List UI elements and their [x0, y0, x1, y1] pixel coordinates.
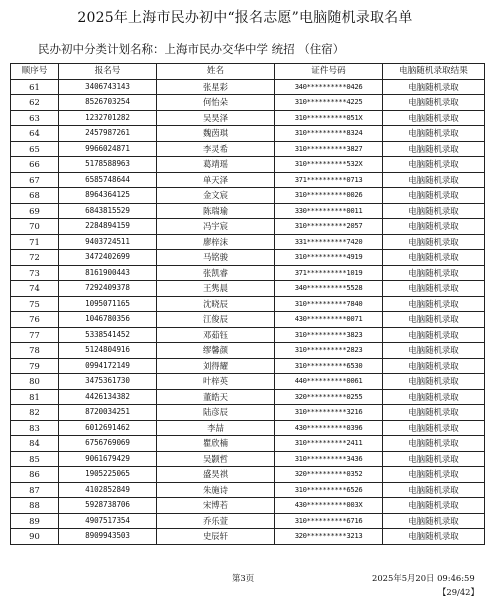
- cell-name: 葛靖瑶: [157, 157, 275, 173]
- table-row: [11, 529, 485, 545]
- cell-id-number: 340**********0426: [275, 79, 383, 95]
- table-row: [11, 188, 485, 204]
- cell-name: 马铭骏: [157, 250, 275, 266]
- table-row: [11, 126, 485, 142]
- cell-result: 电脑随机录取: [383, 467, 485, 483]
- cell-name: 邓茹钰: [157, 327, 275, 343]
- cell-id-number: 371**********0713: [275, 172, 383, 188]
- cell-registration-no: 4426134382: [59, 389, 157, 405]
- cell-sequence-no: 67: [11, 172, 59, 188]
- cell-result: 电脑随机录取: [383, 451, 485, 467]
- cell-id-number: 310**********2057: [275, 219, 383, 235]
- cell-name: 刘得耀: [157, 358, 275, 374]
- print-timestamp: 2025年5月20日 09:46:59: [372, 573, 475, 583]
- cell-id-number: 310**********3436: [275, 451, 383, 467]
- cell-result: 电脑随机录取: [383, 389, 485, 405]
- admission-table: [10, 63, 485, 545]
- cell-sequence-no: 83: [11, 420, 59, 436]
- cell-id-number: 310**********3827: [275, 141, 383, 157]
- cell-name: 宋博若: [157, 498, 275, 514]
- cell-id-number: 310**********4225: [275, 95, 383, 111]
- cell-id-number: 310**********7840: [275, 296, 383, 312]
- cell-sequence-no: 72: [11, 250, 59, 266]
- cell-result: 电脑随机录取: [383, 250, 485, 266]
- cell-id-number: 310**********2411: [275, 436, 383, 452]
- cell-sequence-no: 61: [11, 79, 59, 95]
- cell-result: 电脑随机录取: [383, 343, 485, 359]
- table-row: [11, 265, 485, 281]
- cell-registration-no: 9403724511: [59, 234, 157, 250]
- table-row: [11, 451, 485, 467]
- cell-name: 魏茵琪: [157, 126, 275, 142]
- cell-name: 叶梓英: [157, 374, 275, 390]
- header-result: 电脑随机录取结果: [383, 64, 485, 80]
- cell-id-number: 310**********3823: [275, 327, 383, 343]
- cell-result: 电脑随机录取: [383, 172, 485, 188]
- cell-name: 朱施诗: [157, 482, 275, 498]
- cell-id-number: 430**********0071: [275, 312, 383, 328]
- cell-sequence-no: 88: [11, 498, 59, 514]
- cell-id-number: 310**********6526: [275, 482, 383, 498]
- cell-registration-no: 5928738706: [59, 498, 157, 514]
- table-header-row: [11, 64, 485, 80]
- cell-result: 电脑随机录取: [383, 188, 485, 204]
- cell-result: 电脑随机录取: [383, 110, 485, 126]
- cell-registration-no: 9966024871: [59, 141, 157, 157]
- cell-registration-no: 8720034251: [59, 405, 157, 421]
- cell-id-number: 310**********3216: [275, 405, 383, 421]
- table-row: [11, 110, 485, 126]
- cell-registration-no: 8161900443: [59, 265, 157, 281]
- cell-sequence-no: 87: [11, 482, 59, 498]
- table-row: [11, 327, 485, 343]
- cell-id-number: 331**********7420: [275, 234, 383, 250]
- cell-registration-no: 9061679429: [59, 451, 157, 467]
- table-row: [11, 141, 485, 157]
- header-sequence-no: 顺序号: [11, 64, 59, 80]
- cell-registration-no: 7292409378: [59, 281, 157, 297]
- cell-name: 董皓天: [157, 389, 275, 405]
- cell-sequence-no: 69: [11, 203, 59, 219]
- table-row: [11, 172, 485, 188]
- table-row: [11, 467, 485, 483]
- cell-result: 电脑随机录取: [383, 126, 485, 142]
- page-counter: 【29/42】: [438, 587, 479, 597]
- cell-id-number: 320**********0352: [275, 467, 383, 483]
- cell-registration-no: 2457987261: [59, 126, 157, 142]
- cell-result: 电脑随机录取: [383, 312, 485, 328]
- table-body: [11, 79, 485, 544]
- cell-sequence-no: 71: [11, 234, 59, 250]
- cell-registration-no: 5124804916: [59, 343, 157, 359]
- cell-registration-no: 4907517354: [59, 513, 157, 529]
- cell-name: 吴颢哲: [157, 451, 275, 467]
- cell-result: 电脑随机录取: [383, 141, 485, 157]
- cell-sequence-no: 81: [11, 389, 59, 405]
- cell-result: 电脑随机录取: [383, 498, 485, 514]
- cell-registration-no: 2284894159: [59, 219, 157, 235]
- cell-name: 王隽晨: [157, 281, 275, 297]
- cell-registration-no: 5338541452: [59, 327, 157, 343]
- cell-name: 江俊辰: [157, 312, 275, 328]
- cell-sequence-no: 79: [11, 358, 59, 374]
- cell-result: 电脑随机录取: [383, 296, 485, 312]
- table-row: [11, 374, 485, 390]
- cell-sequence-no: 66: [11, 157, 59, 173]
- table-row: [11, 343, 485, 359]
- cell-sequence-no: 90: [11, 529, 59, 545]
- cell-registration-no: 6756769069: [59, 436, 157, 452]
- cell-name: 乔乐萱: [157, 513, 275, 529]
- cell-registration-no: 1095071165: [59, 296, 157, 312]
- cell-sequence-no: 68: [11, 188, 59, 204]
- cell-name: 金文宸: [157, 188, 275, 204]
- cell-name: 缪馨颜: [157, 343, 275, 359]
- cell-result: 电脑随机录取: [383, 436, 485, 452]
- cell-sequence-no: 64: [11, 126, 59, 142]
- cell-registration-no: 6843815529: [59, 203, 157, 219]
- cell-result: 电脑随机录取: [383, 203, 485, 219]
- cell-sequence-no: 84: [11, 436, 59, 452]
- table-row: [11, 405, 485, 421]
- cell-sequence-no: 62: [11, 95, 59, 111]
- cell-id-number: 340**********5528: [275, 281, 383, 297]
- cell-registration-no: 6012691462: [59, 420, 157, 436]
- cell-id-number: 310**********051X: [275, 110, 383, 126]
- table-row: [11, 281, 485, 297]
- cell-registration-no: 0994172149: [59, 358, 157, 374]
- cell-name: 吴昊泽: [157, 110, 275, 126]
- table-row: [11, 79, 485, 95]
- cell-id-number: 371**********1019: [275, 265, 383, 281]
- table-row: [11, 157, 485, 173]
- cell-name: 陈瑞瑜: [157, 203, 275, 219]
- cell-id-number: 320**********3213: [275, 529, 383, 545]
- cell-id-number: 310**********4919: [275, 250, 383, 266]
- cell-name: 李喆: [157, 420, 275, 436]
- cell-sequence-no: 75: [11, 296, 59, 312]
- cell-id-number: 310**********8324: [275, 126, 383, 142]
- cell-sequence-no: 86: [11, 467, 59, 483]
- cell-registration-no: 1232701282: [59, 110, 157, 126]
- cell-name: 陆彦辰: [157, 405, 275, 421]
- cell-name: 冯宇宸: [157, 219, 275, 235]
- cell-name: 史辰轩: [157, 529, 275, 545]
- cell-result: 电脑随机录取: [383, 420, 485, 436]
- cell-name: 何怡朵: [157, 95, 275, 111]
- cell-registration-no: 1046780356: [59, 312, 157, 328]
- table-row: [11, 436, 485, 452]
- cell-result: 电脑随机录取: [383, 327, 485, 343]
- cell-sequence-no: 85: [11, 451, 59, 467]
- table-row: [11, 250, 485, 266]
- cell-registration-no: 1905225065: [59, 467, 157, 483]
- cell-registration-no: 4102852849: [59, 482, 157, 498]
- cell-registration-no: 3472402699: [59, 250, 157, 266]
- table-row: [11, 420, 485, 436]
- cell-sequence-no: 70: [11, 219, 59, 235]
- cell-result: 电脑随机录取: [383, 482, 485, 498]
- cell-name: 盛昊祺: [157, 467, 275, 483]
- cell-registration-no: 8526703254: [59, 95, 157, 111]
- table-row: [11, 358, 485, 374]
- cell-name: 李灵希: [157, 141, 275, 157]
- cell-sequence-no: 63: [11, 110, 59, 126]
- cell-result: 电脑随机录取: [383, 374, 485, 390]
- cell-sequence-no: 77: [11, 327, 59, 343]
- table-row: [11, 389, 485, 405]
- table-row: [11, 312, 485, 328]
- cell-result: 电脑随机录取: [383, 529, 485, 545]
- cell-sequence-no: 73: [11, 265, 59, 281]
- cell-registration-no: 5178588963: [59, 157, 157, 173]
- table-row: [11, 482, 485, 498]
- header-name: 姓名: [157, 64, 275, 80]
- cell-result: 电脑随机录取: [383, 79, 485, 95]
- cell-id-number: 310**********2823: [275, 343, 383, 359]
- cell-registration-no: 8964364125: [59, 188, 157, 204]
- table-row: [11, 203, 485, 219]
- cell-id-number: 310**********0026: [275, 188, 383, 204]
- cell-id-number: 440**********0061: [275, 374, 383, 390]
- cell-sequence-no: 80: [11, 374, 59, 390]
- cell-id-number: 310**********6716: [275, 513, 383, 529]
- cell-id-number: 430**********0396: [275, 420, 383, 436]
- header-registration-no: 报名号: [59, 64, 157, 80]
- cell-sequence-no: 76: [11, 312, 59, 328]
- cell-name: 沈晓辰: [157, 296, 275, 312]
- cell-result: 电脑随机录取: [383, 513, 485, 529]
- cell-id-number: 430**********003X: [275, 498, 383, 514]
- table-row: [11, 296, 485, 312]
- table-row: [11, 513, 485, 529]
- cell-id-number: 320**********0255: [275, 389, 383, 405]
- page-number: 第3页: [232, 573, 255, 583]
- cell-result: 电脑随机录取: [383, 405, 485, 421]
- cell-name: 张凯睿: [157, 265, 275, 281]
- cell-id-number: 310**********6530: [275, 358, 383, 374]
- header-id-number: 证件号码: [275, 64, 383, 80]
- cell-result: 电脑随机录取: [383, 281, 485, 297]
- cell-sequence-no: 82: [11, 405, 59, 421]
- cell-result: 电脑随机录取: [383, 157, 485, 173]
- table-row: [11, 219, 485, 235]
- cell-name: 张星彩: [157, 79, 275, 95]
- cell-result: 电脑随机录取: [383, 265, 485, 281]
- cell-name: 单天泽: [157, 172, 275, 188]
- cell-registration-no: 6585748644: [59, 172, 157, 188]
- cell-result: 电脑随机录取: [383, 234, 485, 250]
- table-row: [11, 95, 485, 111]
- cell-id-number: 330**********0011: [275, 203, 383, 219]
- cell-sequence-no: 74: [11, 281, 59, 297]
- cell-sequence-no: 65: [11, 141, 59, 157]
- cell-sequence-no: 78: [11, 343, 59, 359]
- cell-result: 电脑随机录取: [383, 219, 485, 235]
- cell-result: 电脑随机录取: [383, 95, 485, 111]
- document-title: 2025年上海市民办初中“报名志愿”电脑随机录取名单: [77, 10, 413, 26]
- cell-registration-no: 3406743143: [59, 79, 157, 95]
- cell-sequence-no: 89: [11, 513, 59, 529]
- cell-registration-no: 8909943503: [59, 529, 157, 545]
- cell-registration-no: 3475361730: [59, 374, 157, 390]
- table-row: [11, 234, 485, 250]
- plan-subtitle: 民办初中分类计划名称：上海市民办交华中学 统招 （住宿）: [38, 42, 345, 56]
- cell-name: 廖梓沫: [157, 234, 275, 250]
- cell-name: 瞿欣楠: [157, 436, 275, 452]
- table-row: [11, 498, 485, 514]
- cell-result: 电脑随机录取: [383, 358, 485, 374]
- cell-id-number: 310**********532X: [275, 157, 383, 173]
